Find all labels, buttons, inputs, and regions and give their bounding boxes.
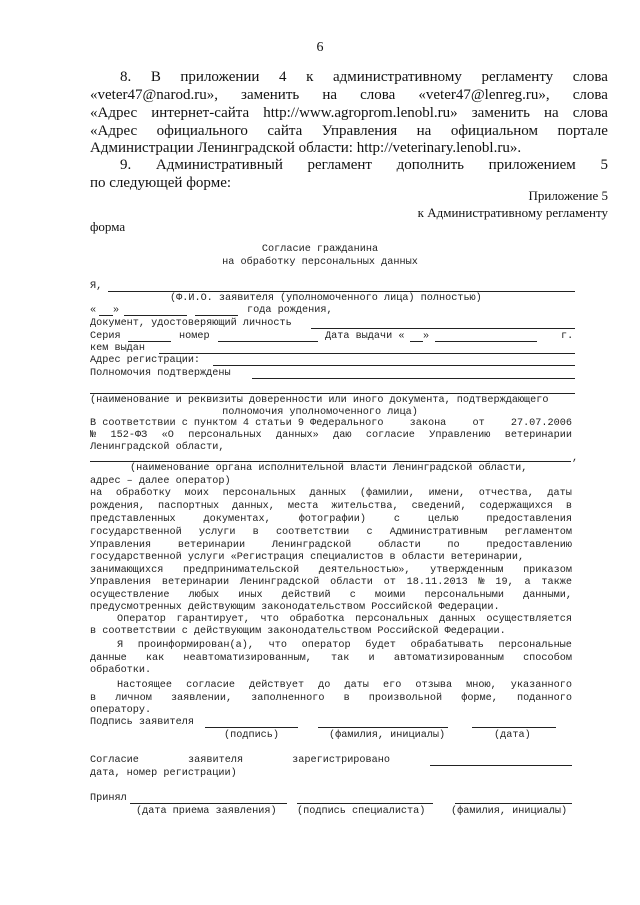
word: Я	[117, 640, 124, 651]
consent-line-1	[90, 418, 572, 429]
word: 18.11.2013	[406, 577, 468, 588]
word: иных	[238, 590, 263, 601]
word: к	[306, 69, 314, 85]
word: «veter47@narod.ru»,	[90, 87, 218, 103]
word: жительства,	[331, 501, 399, 512]
sign-field[interactable]	[205, 727, 298, 728]
word: официальном	[450, 123, 538, 139]
form-label: форма	[90, 219, 126, 234]
word: целью	[427, 514, 459, 525]
word: №	[90, 430, 97, 441]
spec-sign-field[interactable]	[297, 803, 433, 804]
issue-date-close: »	[423, 331, 430, 342]
word: персональные	[498, 640, 572, 651]
reg-address-field[interactable]	[213, 365, 575, 366]
word: предпринимательской	[182, 565, 300, 576]
word: 9.	[120, 157, 132, 173]
word: обработку	[115, 488, 171, 499]
word: даты	[344, 680, 369, 691]
word: Ленинградской	[271, 540, 352, 551]
word: заявителя	[188, 755, 244, 766]
paragraph-8-line-2	[90, 87, 608, 104]
word: слова	[572, 69, 608, 85]
word: 8.	[120, 69, 132, 85]
word: представленных	[90, 514, 176, 525]
processing-line-10: предусмотренных действующим законодательством Российской Федерации.	[90, 602, 500, 613]
word: на	[322, 87, 338, 103]
sign-date-caption: (дата)	[494, 730, 531, 741]
word: данных,	[232, 501, 275, 512]
word: приказом	[523, 565, 572, 576]
processing-line-2	[90, 501, 572, 512]
validity-line-2	[90, 693, 572, 704]
informed-line-2	[90, 653, 572, 664]
word: по	[447, 540, 460, 551]
word: портале	[557, 123, 608, 139]
spec-sign-caption: (подпись специалиста)	[297, 806, 426, 817]
proxy-field[interactable]	[90, 393, 575, 394]
word: даю	[333, 430, 352, 441]
word: зарегистрировано	[292, 755, 390, 766]
document-label: Документ, удостоверяющий личность	[90, 318, 292, 329]
word: его	[383, 680, 402, 691]
word: В	[150, 69, 161, 85]
proxy-caption-line-2: полномочия уполномоченного лица)	[222, 407, 418, 418]
word: Административным	[389, 527, 488, 538]
word: имени,	[428, 488, 466, 499]
accepted-label: Принял	[90, 793, 127, 804]
word: предоставления	[486, 514, 572, 525]
sign-label: Подпись заявителя	[90, 717, 194, 728]
processing-line-6: государственной услуги «Регистрация специалистов в области ветеринарии,	[90, 552, 525, 563]
issued-by-label: кем выдан	[90, 343, 146, 354]
organ-caption-line-1: (наименование органа исполнительной власти Ленинградской области,	[130, 463, 528, 474]
birth-year-label: года рождения,	[247, 305, 333, 316]
informed-line-1	[117, 640, 572, 651]
validity-line-1	[117, 680, 572, 691]
word: Управления	[90, 540, 152, 551]
word: данные	[90, 653, 127, 664]
word: приложением	[488, 157, 576, 173]
word: сайта	[267, 123, 303, 139]
word: Оператор	[117, 614, 166, 625]
paragraph-8-line-1	[120, 69, 608, 86]
word: данных	[439, 614, 476, 625]
validity-line-3: оператору.	[90, 705, 152, 716]
word: В соответствии с пунктом 4 статьи 9 Федерального	[90, 418, 384, 429]
word: регламент	[307, 157, 372, 173]
word: предоставлению	[486, 540, 572, 551]
word: слова	[572, 87, 608, 103]
word: ветеринарии	[504, 430, 572, 441]
registration-line-2: дата, номер регистрации)	[90, 768, 237, 779]
word: в	[343, 693, 350, 704]
word: с	[349, 590, 356, 601]
number-label: номер	[179, 331, 210, 342]
paragraph-8-line-5: Администрации Ленинградской области: http://veterinary.lenobl.ru».	[90, 140, 522, 156]
word: заполненного	[251, 693, 325, 704]
word: также	[541, 577, 572, 588]
word: Согласие	[90, 755, 139, 766]
word: занимающихся	[90, 565, 164, 576]
paragraph-8-line-4	[90, 123, 608, 140]
birth-month-field[interactable]	[124, 315, 187, 316]
fio-field[interactable]	[108, 291, 575, 292]
word: на	[544, 105, 559, 121]
consent-line-2	[90, 430, 572, 441]
word: отчества,	[478, 488, 534, 499]
processing-line-8	[90, 577, 572, 588]
word: ветеринарии	[177, 540, 246, 551]
word: любых	[188, 590, 220, 601]
word: 19,	[495, 577, 514, 588]
word: 4	[279, 69, 287, 85]
word: форме,	[461, 693, 498, 704]
word: «Адрес	[90, 123, 138, 139]
word: заменить	[471, 105, 530, 121]
word: как	[145, 653, 165, 664]
spec-name-caption: (фамилия, инициалы)	[451, 806, 568, 817]
form-subtitle: на обработку персональных данных	[222, 257, 418, 268]
word: обрабатывать	[410, 640, 484, 651]
processing-line-1	[90, 488, 572, 499]
word: личном	[115, 693, 152, 704]
word: так	[330, 653, 350, 664]
word: 27.07.2006	[510, 418, 572, 429]
birth-day-field[interactable]	[99, 315, 113, 316]
paragraph-9-line-2: по следующей форме:	[90, 175, 232, 191]
word: места	[287, 501, 319, 512]
word: области	[330, 577, 373, 588]
accept-date-field[interactable]	[130, 803, 287, 804]
word: отзыва	[415, 680, 453, 691]
birth-quote-close: »	[113, 305, 120, 316]
word: «veter47@lenreg.ru»,	[418, 87, 550, 103]
word: 152-ФЗ	[110, 430, 148, 441]
sign-caption: (подпись)	[224, 730, 280, 741]
word: сведений,	[411, 501, 467, 512]
word: Управления	[321, 123, 398, 139]
proxy-caption-line-1: (наименование и реквизиты доверенности или иного документа, подтверждающего	[90, 395, 549, 406]
word: способом	[523, 653, 572, 664]
word: до	[318, 680, 331, 691]
word: что	[260, 614, 279, 625]
organ-comma: ,	[572, 453, 579, 464]
processing-line-4	[90, 527, 572, 538]
issued-by-field[interactable]	[159, 353, 575, 354]
reg-address-label: Адрес регистрации:	[90, 355, 201, 366]
word: Ленинградской	[239, 577, 320, 588]
operator-line-2: в соответствии с действующим законодательством Российской Федерации.	[90, 626, 506, 637]
word: неавтоматизированным,	[183, 653, 312, 664]
issue-day-field[interactable]	[410, 341, 423, 342]
word: содержащихся	[479, 501, 553, 512]
birth-quote-open: «	[90, 305, 97, 316]
word: «О	[161, 430, 174, 441]
word: (фамилии,	[359, 488, 415, 499]
word: данных	[309, 488, 347, 499]
authority-field[interactable]	[252, 378, 575, 379]
issue-month-field[interactable]	[435, 341, 537, 342]
word: обработка	[289, 614, 345, 625]
word: персональных	[188, 430, 262, 441]
authority-label: Полномочия подтверждены	[90, 368, 231, 379]
word: утвержденным	[430, 565, 504, 576]
word: будет	[365, 640, 396, 651]
page-number: 6	[316, 40, 324, 55]
processing-line-5	[90, 540, 572, 551]
year-suffix: г.	[561, 331, 574, 342]
word: от	[472, 418, 485, 429]
accept-date-caption: (дата приема заявления)	[136, 806, 277, 817]
word: проинформирован(а),	[137, 640, 254, 651]
word: заменить	[241, 87, 300, 103]
word: даты	[547, 488, 572, 499]
consent-line-3: Ленинградской области,	[90, 442, 225, 453]
word: паспортных	[157, 501, 220, 512]
word: Настоящее	[117, 680, 173, 691]
word: персональных	[355, 614, 429, 625]
word: в	[252, 527, 259, 538]
word: осуществление	[90, 590, 170, 601]
document-field[interactable]	[311, 328, 575, 329]
registration-line-1	[90, 755, 390, 766]
word: мною,	[466, 680, 497, 691]
word: дополнить	[396, 157, 464, 173]
word: области	[377, 540, 421, 551]
word: заявлении,	[170, 693, 233, 704]
word: услуги	[198, 527, 236, 538]
organ-field[interactable]	[90, 461, 571, 462]
word: поданного	[516, 693, 572, 704]
registration-field[interactable]	[430, 765, 572, 766]
word: согласие	[365, 430, 415, 441]
word: на	[416, 123, 432, 139]
sign-name-field[interactable]	[318, 727, 448, 728]
word: закона	[409, 418, 447, 429]
word: на	[90, 488, 103, 499]
word: 5	[600, 157, 608, 173]
word: действует	[249, 680, 305, 691]
word: документах,	[203, 514, 271, 525]
processing-line-7	[90, 565, 572, 576]
word: с	[393, 514, 400, 525]
birth-year-field[interactable]	[195, 315, 238, 316]
series-field[interactable]	[128, 341, 171, 342]
informed-line-3: обработки.	[90, 665, 152, 676]
word: Управления	[90, 577, 152, 588]
word: ветеринарии	[161, 577, 230, 588]
processing-line-9	[90, 590, 572, 601]
word: регламенту	[481, 69, 554, 85]
word: данных»	[275, 430, 319, 441]
paragraph-9-line-1	[120, 157, 608, 174]
word: оператор	[301, 640, 351, 651]
ya-label: Я,	[90, 281, 103, 292]
word: интернет-сайта	[151, 105, 250, 121]
organ-caption-line-2: адрес – далее оператор)	[90, 476, 231, 487]
word: рождения,	[90, 501, 146, 512]
word: и	[368, 653, 375, 664]
word: слова	[360, 87, 396, 103]
word: а	[524, 577, 531, 588]
word: данными,	[523, 590, 572, 601]
word: в	[90, 693, 97, 704]
word: соответствии	[275, 527, 350, 538]
word: персональными	[424, 590, 505, 601]
sign-date-field[interactable]	[472, 727, 556, 728]
word: №	[478, 577, 485, 588]
series-label: Серия	[90, 331, 121, 342]
word: что	[268, 640, 287, 651]
word: персональных	[222, 488, 296, 499]
word: регламентом	[504, 527, 572, 538]
form-title: Согласие гражданина	[261, 244, 379, 255]
appendix-title: Приложение 5	[528, 188, 608, 203]
word: административному	[332, 69, 462, 85]
fio-caption: (Ф.И.О. заявителя (уполномоченного лица) полностью)	[170, 293, 482, 304]
word: действий	[281, 590, 331, 601]
paragraph-8-line-3	[90, 105, 608, 122]
word: официального	[156, 123, 248, 139]
spec-name-field[interactable]	[455, 803, 572, 804]
word: деятельностью»,	[318, 565, 411, 576]
word: слова	[572, 105, 608, 121]
word: с	[366, 527, 373, 538]
word: в	[565, 501, 572, 512]
word: автоматизированным	[393, 653, 504, 664]
word: http://www.agroprom.lenobl.ru»	[263, 105, 458, 121]
word: указанного	[510, 680, 572, 691]
issue-date-label: Дата выдачи «	[325, 331, 405, 342]
word: государственной	[90, 527, 182, 538]
word: гарантирует,	[176, 614, 250, 625]
word: моих	[184, 488, 209, 499]
appendix-subtitle: к Административному регламенту	[417, 205, 608, 220]
word: «Адрес	[90, 105, 138, 121]
word: фотографии)	[298, 514, 366, 525]
word: от	[383, 577, 396, 588]
processing-line-3	[90, 514, 572, 525]
sign-name-caption: (фамилия, инициалы)	[329, 730, 446, 741]
word: произвольной	[368, 693, 443, 704]
word: Административный	[155, 157, 283, 173]
word: моими	[374, 590, 406, 601]
word: приложении	[180, 69, 260, 85]
word: согласие	[186, 680, 236, 691]
word: осуществляется	[486, 614, 572, 625]
word: Управлению	[429, 430, 491, 441]
number-field[interactable]	[218, 341, 318, 342]
operator-line-1	[117, 614, 572, 625]
